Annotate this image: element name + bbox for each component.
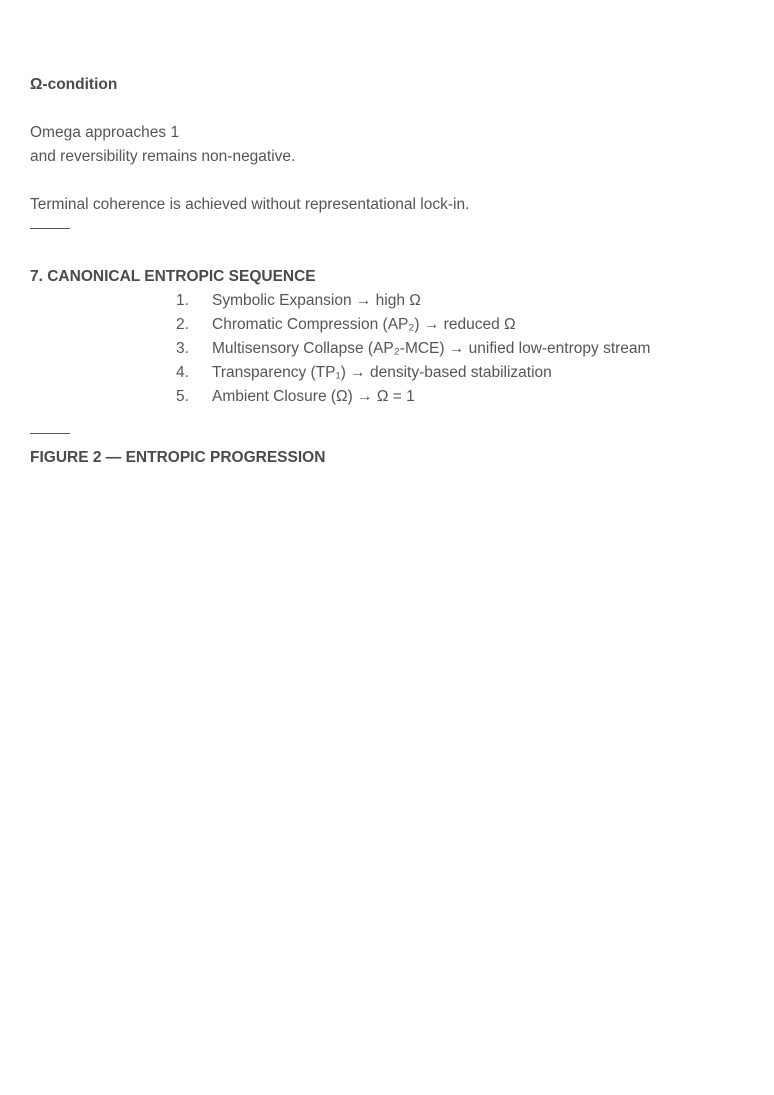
sequence-title: 7. CANONICAL ENTROPIC SEQUENCE [30, 268, 316, 285]
sequence-list [30, 289, 750, 409]
list-item-number: 2. [176, 316, 189, 333]
spacer [30, 409, 750, 433]
spacer [30, 169, 750, 193]
section-divider [30, 228, 70, 229]
list-item-number: 3. [176, 340, 189, 357]
list-item-text: Transparency (TP₁) → density-based stabilization [212, 364, 552, 381]
condition-line: and reversibility remains non-negative. [30, 148, 296, 165]
figure-caption: FIGURE 2 — ENTROPIC PROGRESSION [30, 449, 326, 466]
condition-lines [30, 121, 750, 169]
list-item-text: Multisensory Collapse (AP₂-MCE) → unified low-entropy stream [212, 340, 651, 357]
list-item-text: Ambient Closure (Ω) → Ω = 1 [212, 388, 415, 405]
spacer [30, 241, 750, 265]
list-item-number: 4. [176, 364, 189, 381]
list-item-text: Symbolic Expansion → high Ω [212, 292, 421, 309]
section-divider [30, 433, 70, 434]
list-item [30, 289, 750, 313]
condition-line: Omega approaches 1 [30, 124, 180, 141]
spacer [30, 97, 750, 121]
list-item-number: 5. [176, 388, 189, 405]
list-item [30, 361, 750, 385]
section-heading: Ω-condition [30, 76, 118, 93]
list-item-number: 1. [176, 292, 189, 309]
coherence-paragraph: Terminal coherence is achieved without representational lock-in. [30, 196, 470, 213]
list-item [30, 313, 750, 337]
list-item-text: Chromatic Compression (AP₂) → reduced Ω [212, 316, 516, 333]
document-page [30, 73, 750, 470]
list-item [30, 385, 750, 409]
list-item [30, 337, 750, 361]
